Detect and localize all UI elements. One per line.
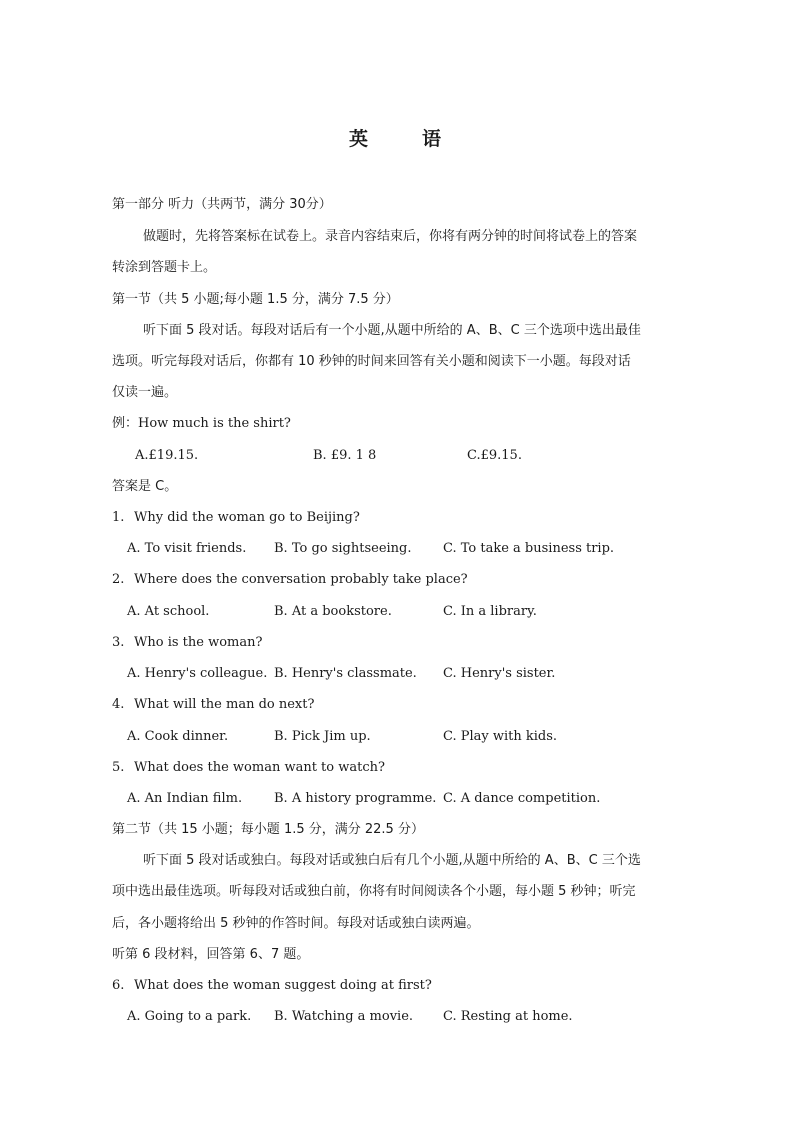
question-5-option-c: C. A dance competition. (443, 791, 601, 806)
part1-heading: 第一部分 听力（共两节，满分 30分） (112, 197, 332, 212)
question-text: What does the woman suggest doing at first? (134, 978, 432, 993)
material-6-note: 听第 6 段材料，回答第 6、7 题。 (112, 947, 310, 962)
question-3-option-b: B. Henry's classmate. (274, 666, 417, 681)
example-option-a: A.£19.15. (135, 448, 199, 463)
section1-instruction-line-3: 仅读一遍。 (112, 385, 178, 400)
question-text: What will the man do next? (134, 697, 315, 712)
question-5-option-b: B. A history programme. (274, 791, 437, 806)
section1-instruction-line-1: 听下面 5 段对话。每段对话后有一个小题,从题中所给的 A、B、C 三个选项中选出最佳 (143, 323, 641, 338)
question-6-option-c: C. Resting at home. (443, 1009, 573, 1024)
example-answer: 答案是 C。 (112, 479, 178, 494)
example-question: 例：How much is the shirt? (112, 416, 291, 431)
question-4 (112, 696, 314, 714)
question-6-option-b: B. Watching a movie. (274, 1009, 414, 1024)
question-5-option-a: A. An Indian film. (127, 791, 243, 806)
part1-instruction-line-1: 做题时，先将答案标在试卷上。录音内容结束后，你将有两分钟的时间将试卷上的答案 (143, 229, 638, 244)
question-text: Why did the woman go to Beijing? (134, 510, 360, 525)
question-4-option-c: C. Play with kids. (443, 729, 558, 744)
question-1-option-c: C. To take a business trip. (443, 541, 615, 556)
title-char-2: 语 (422, 128, 442, 150)
question-number: 6. (112, 978, 125, 993)
section1-heading: 第一节（共 5 小题;每小题 1.5 分，满分 7.5 分） (112, 292, 399, 307)
question-2-option-c: C. In a library. (443, 604, 537, 619)
section2-instruction-line-1: 听下面 5 段对话或独白。每段对话或独白后有几个小题,从题中所给的 A、B、C 三个选 (143, 853, 641, 868)
section1-instruction-line-2: 选项。听完每段对话后，你都有 10 秒钟的时间来回答有关小题和阅读下一小题。每段对话 (112, 354, 631, 369)
section2-heading: 第二节（共 15 小题；每小题 1.5 分，满分 22.5 分） (112, 822, 424, 837)
question-4-option-b: B. Pick Jim up. (274, 729, 371, 744)
title-char-1: 英 (349, 128, 369, 150)
question-number: 5. (112, 760, 125, 775)
question-1-option-b: B. To go sightseeing. (274, 541, 412, 556)
question-6 (112, 977, 432, 995)
question-number: 4. (112, 697, 125, 712)
question-3 (112, 634, 262, 652)
question-6-option-a: A. Going to a park. (127, 1009, 252, 1024)
question-number: 2. (112, 572, 125, 587)
question-1 (112, 509, 360, 527)
question-text: Who is the woman? (134, 635, 263, 650)
question-number: 1. (112, 510, 125, 525)
question-text: Where does the conversation probably take place? (134, 572, 468, 587)
example-option-b: B. £9. 1 8 (313, 448, 377, 463)
part1-instruction-line-2: 转涂到答题卡上。 (112, 260, 217, 275)
question-4-option-a: A. Cook dinner. (127, 729, 229, 744)
question-text: What does the woman want to watch? (134, 760, 385, 775)
section2-instruction-line-3: 后，各小题将给出 5 秒钟的作答时间。每段对话或独白读两遍。 (112, 916, 480, 931)
question-3-option-a: A. Henry's colleague. (127, 666, 268, 681)
question-5 (112, 759, 385, 777)
section2-instruction-line-2: 项中选出最佳选项。听每段对话或独白前，你将有时间阅读各个小题，每小题 5 秒钟；听完 (112, 884, 636, 899)
question-2-option-b: B. At a bookstore. (274, 604, 392, 619)
example-option-c: C.£9.15. (467, 448, 522, 463)
question-2-option-a: A. At school. (127, 604, 210, 619)
question-1-option-a: A. To visit friends. (127, 541, 247, 556)
question-number: 3. (112, 635, 125, 650)
question-2 (112, 571, 468, 589)
question-3-option-c: C. Henry's sister. (443, 666, 556, 681)
